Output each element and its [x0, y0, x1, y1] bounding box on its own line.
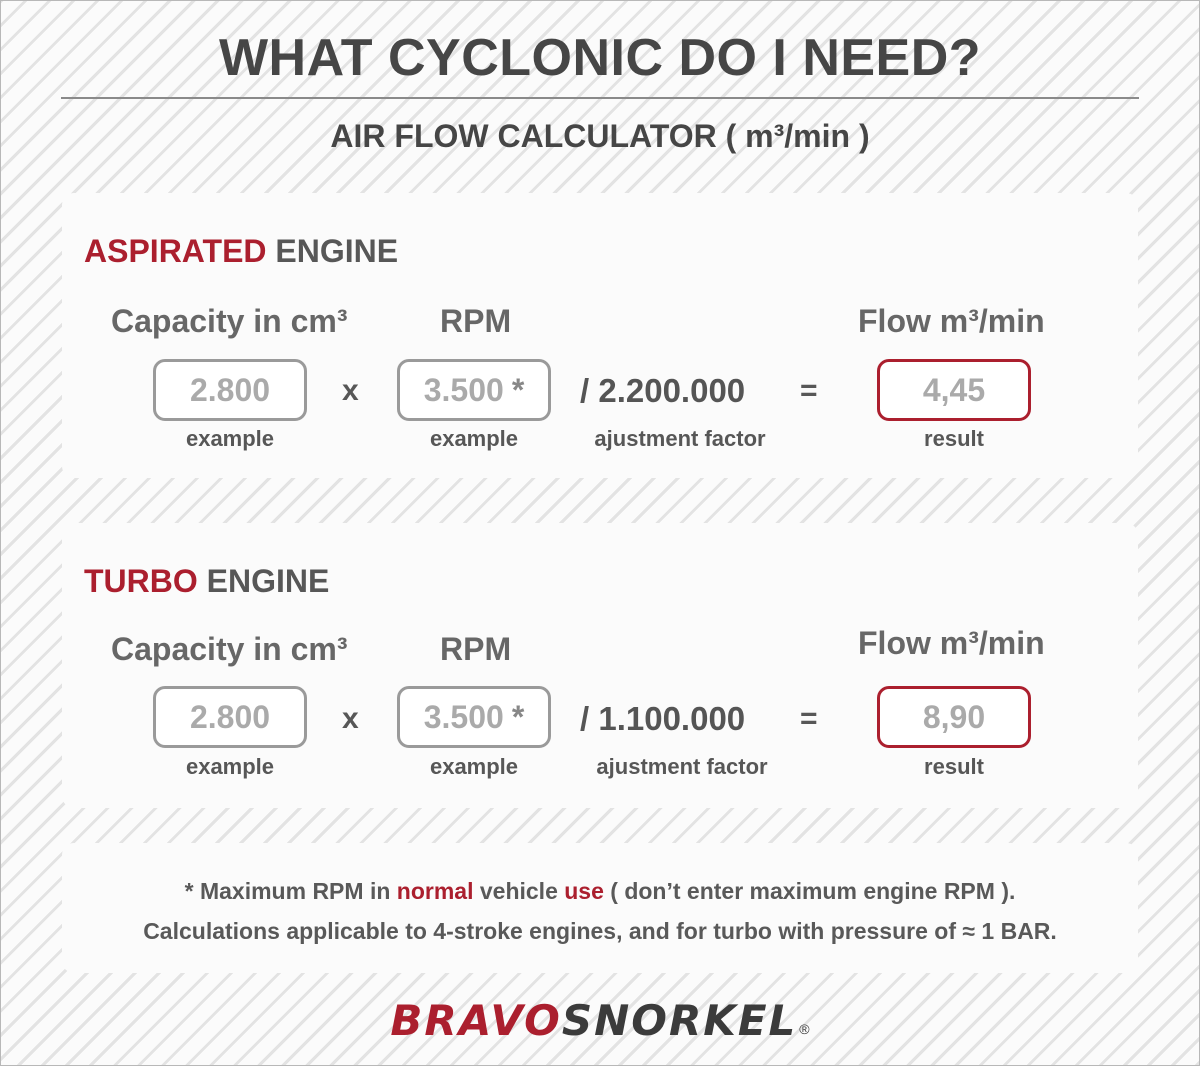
page-title: WHAT CYCLONIC DO I NEED?: [218, 29, 982, 87]
turbo-result-caption: result: [924, 754, 984, 779]
aspirated-rpm-input[interactable]: [397, 359, 551, 421]
turbo-heading: [84, 561, 329, 601]
turbo-engine-panel: [62, 523, 1138, 808]
aspirated-rpm-asterisk: *: [511, 372, 525, 408]
logo-bravo: BRAVO: [390, 996, 562, 1045]
turbo-rpm-asterisk: *: [511, 699, 525, 735]
turbo-capacity-value: 2.800: [189, 699, 271, 735]
turbo-flow-label: Flow m³/min: [858, 625, 1045, 661]
aspirated-result-output: [877, 359, 1031, 421]
aspirated-rpm-label: RPM: [440, 303, 512, 339]
aspirated-heading-accent: ASPIRATED: [84, 233, 267, 269]
notes-panel: [62, 843, 1138, 973]
rpm-note-part2: vehicle: [473, 878, 565, 904]
turbo-factor-caption: ajustment factor: [596, 754, 768, 779]
aspirated-factor-caption: ajustment factor: [594, 426, 766, 451]
aspirated-result-value: 4,45: [922, 372, 986, 408]
rpm-note-use: use: [564, 878, 604, 904]
rpm-note-normal: normal: [396, 878, 474, 904]
aspirated-capacity-value: 2.800: [189, 372, 271, 408]
aspirated-flow-label: Flow m³/min: [858, 303, 1045, 339]
aspirated-result-caption: result: [924, 426, 984, 451]
applicability-note: Calculations applicable to 4-stroke engines, and for turbo with pressure of ≈ 1 BAR.: [143, 918, 1057, 944]
aspirated-engine-panel: [62, 193, 1138, 478]
rpm-note-part1: * Maximum RPM in: [184, 878, 397, 904]
rpm-note-part3: ( don’t enter maximum engine RPM ).: [603, 878, 1016, 904]
rpm-note: [62, 876, 1138, 906]
bravo-snorkel-logo: [0, 996, 1200, 1056]
calculator-subtitle: AIR FLOW CALCULATOR ( m³/min ): [330, 118, 870, 154]
turbo-heading-accent: TURBO: [84, 563, 198, 599]
aspirated-adjustment-factor: / 2.200.000: [580, 372, 746, 409]
aspirated-equals-sign: =: [800, 374, 818, 407]
aspirated-rpm-caption: example: [429, 426, 519, 451]
turbo-multiply-sign: x: [342, 702, 359, 735]
aspirated-heading-rest: ENGINE: [266, 233, 399, 269]
turbo-capacity-label: Capacity in cm³: [111, 631, 348, 667]
turbo-capacity-caption: example: [185, 754, 275, 779]
turbo-result-value: 8,90: [922, 699, 986, 735]
aspirated-capacity-label: Capacity in cm³: [111, 303, 348, 339]
turbo-rpm-label: RPM: [440, 631, 512, 667]
turbo-adjustment-factor: / 1.100.000: [580, 700, 746, 737]
turbo-result-output: [877, 686, 1031, 748]
turbo-rpm-input[interactable]: [397, 686, 551, 748]
registered-mark: ®: [799, 1021, 810, 1037]
turbo-equals-sign: =: [800, 702, 818, 735]
aspirated-capacity-caption: example: [185, 426, 275, 451]
turbo-rpm-value: 3.500: [423, 699, 504, 735]
aspirated-capacity-input[interactable]: [153, 359, 307, 421]
aspirated-heading: [84, 231, 398, 271]
turbo-rpm-caption: example: [429, 754, 519, 779]
turbo-capacity-input[interactable]: [153, 686, 307, 748]
title-divider: [61, 97, 1139, 99]
turbo-heading-rest: ENGINE: [197, 563, 330, 599]
aspirated-multiply-sign: x: [342, 374, 359, 407]
logo-snorkel: SNORKEL: [561, 996, 798, 1045]
aspirated-rpm-value: 3.500: [423, 372, 504, 408]
